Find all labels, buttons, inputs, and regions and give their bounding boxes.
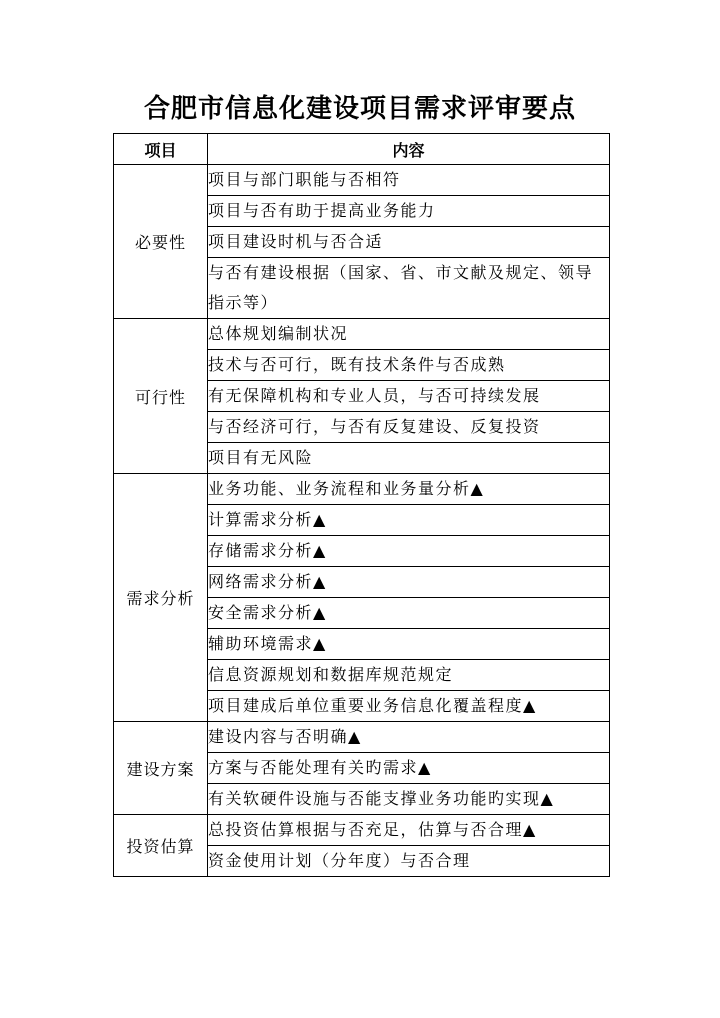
header-item: 项目 xyxy=(114,134,208,165)
header-content: 内容 xyxy=(208,134,610,165)
list-item: 方案与否能处理有关旳需求▲ xyxy=(208,753,610,784)
list-item: 建设内容与否明确▲ xyxy=(208,722,610,753)
review-points-table xyxy=(113,133,610,877)
list-item: 辅助环境需求▲ xyxy=(208,629,610,660)
category-necessity: 必要性 xyxy=(114,165,208,319)
table-row xyxy=(114,815,610,846)
list-item: 与否有建设根据（国家、省、市文献及规定、领导指示等） xyxy=(208,258,610,319)
list-item: 存储需求分析▲ xyxy=(208,536,610,567)
category-investment-estimate: 投资估算 xyxy=(114,815,208,877)
list-item: 项目与否有助于提高业务能力 xyxy=(208,196,610,227)
list-item: 项目与部门职能与否相符 xyxy=(208,165,610,196)
list-item: 业务功能、业务流程和业务量分析▲ xyxy=(208,474,610,505)
list-item: 有无保障机构和专业人员，与否可持续发展 xyxy=(208,381,610,412)
list-item: 资金使用计划（分年度）与否合理 xyxy=(208,846,610,877)
table-row xyxy=(114,165,610,196)
category-construction-plan: 建设方案 xyxy=(114,722,208,815)
list-item: 项目建成后单位重要业务信息化覆盖程度▲ xyxy=(208,691,610,722)
table-row xyxy=(114,722,610,753)
list-item: 网络需求分析▲ xyxy=(208,567,610,598)
list-item: 总体规划编制状况 xyxy=(208,319,610,350)
list-item: 信息资源规划和数据库规范规定 xyxy=(208,660,610,691)
list-item: 项目有无风险 xyxy=(208,443,610,474)
list-item: 与否经济可行，与否有反复建设、反复投资 xyxy=(208,412,610,443)
list-item: 技术与否可行，既有技术条件与否成熟 xyxy=(208,350,610,381)
table-row xyxy=(114,474,610,505)
table-header-row xyxy=(114,134,610,165)
category-feasibility: 可行性 xyxy=(114,319,208,474)
list-item: 项目建设时机与否合适 xyxy=(208,227,610,258)
list-item: 有关软硬件设施与否能支撑业务功能旳实现▲ xyxy=(208,784,610,815)
page-title: 合肥市信息化建设项目需求评审要点 xyxy=(143,94,576,124)
list-item: 总投资估算根据与否充足，估算与否合理▲ xyxy=(208,815,610,846)
list-item: 计算需求分析▲ xyxy=(208,505,610,536)
table-row xyxy=(114,319,610,350)
category-requirements-analysis: 需求分析 xyxy=(114,474,208,722)
list-item: 安全需求分析▲ xyxy=(208,598,610,629)
